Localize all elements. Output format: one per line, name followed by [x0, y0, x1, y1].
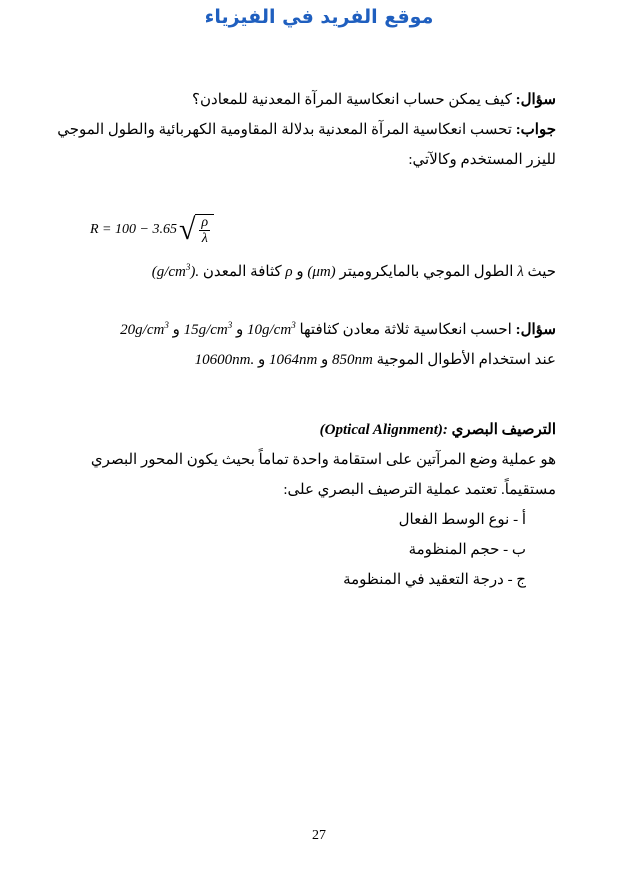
wavelength-1: 850nm [332, 352, 373, 368]
question-2-label: سؤال: [515, 322, 556, 338]
answer-text: تحسب انعكاسية المرآة المعدنية بدلالة المقاومية الكهربائية والطول الموجي [57, 122, 512, 138]
where-clause [86, 262, 556, 281]
section-title-english: (Optical Alignment): [319, 422, 448, 438]
lambda-symbol: λ [517, 264, 524, 280]
wavelength-3: 10600nm. [194, 352, 255, 368]
unit-micrometer: (μm) [307, 264, 336, 280]
section-line-1: هو عملية وضع المرآتين على استقامة واحدة تماماً بحيث يكون المحور البصري [90, 452, 556, 468]
section-heading [86, 420, 556, 439]
density-1-sup: 3 [291, 320, 296, 330]
q2-and-3: و [321, 352, 329, 368]
question-2-line-1 [86, 320, 556, 339]
density-3-sup: 3 [164, 320, 169, 330]
square-root [179, 214, 214, 247]
section-title: الترصيف البصري [451, 422, 556, 438]
where-and: و [296, 264, 304, 280]
list-item [86, 540, 556, 559]
unit-density [152, 264, 199, 280]
radical-sign: √ [178, 213, 196, 247]
question-1 [86, 90, 556, 109]
page-number: 27 [312, 828, 326, 843]
site-title: موقع الفريد في الفيزياء [204, 6, 434, 28]
density-2-sup: 3 [227, 320, 233, 330]
question-2-text: احسب انعكاسية ثلاثة معادن كثافتها [299, 322, 512, 338]
numerator: ρ [201, 215, 209, 230]
question-2-line-2 [86, 350, 556, 369]
list-item-text: نوع الوسط الفعال [398, 512, 510, 528]
rho-symbol: ρ [285, 264, 293, 280]
section-line-2: مستقيماً. تعتمد عملية الترصيف البصري على: [283, 482, 556, 498]
where-prefix: حيث [527, 264, 556, 280]
answer-label: جواب: [515, 122, 556, 138]
wavelength-2: 1064nm [268, 352, 318, 368]
list-item-text: درجة التعقيد في المنظومة [343, 572, 504, 588]
density-unit-end: ). [190, 264, 200, 280]
question-label: سؤال: [515, 92, 556, 108]
q2-and-4: و [257, 352, 266, 368]
list-marker: أ - [513, 512, 526, 528]
density-2-value: 15g/cm [183, 322, 228, 338]
density-unit-sup: 3 [185, 262, 191, 272]
density-2 [184, 322, 233, 338]
formula-lhs: R = 100 − 3.65 [90, 222, 177, 238]
answer-1-line-2: لليزر المستخدم وكالآتي: [408, 152, 556, 168]
list-item [86, 570, 556, 589]
question-2-line-2-text: عند استخدام الأطوال الموجية [376, 352, 556, 368]
list-marker: ج - [507, 572, 526, 588]
list-marker: ب - [503, 542, 526, 558]
density-unit-base: (g/cm [151, 264, 186, 280]
where-text-2: كثافة المعدن [202, 264, 282, 280]
fraction [195, 214, 214, 247]
where-text-1: الطول الموجي بالمايكروميتر [339, 264, 514, 280]
denominator: λ [201, 231, 208, 247]
reflectivity-formula [90, 214, 214, 247]
list-item-text: حجم المنظومة [408, 542, 500, 558]
density-1-value: 10g/cm [247, 322, 292, 338]
density-3-value: 20g/cm [120, 322, 165, 338]
density-1 [247, 322, 296, 338]
question-text: كيف يمكن حساب انعكاسية المرآة المعدنية للمعادن؟ [192, 92, 512, 108]
answer-1-line-1 [57, 120, 556, 139]
q2-and-1: و [236, 322, 244, 338]
density-3 [120, 322, 169, 338]
q2-and-2: و [172, 322, 180, 338]
list-item [86, 510, 556, 529]
